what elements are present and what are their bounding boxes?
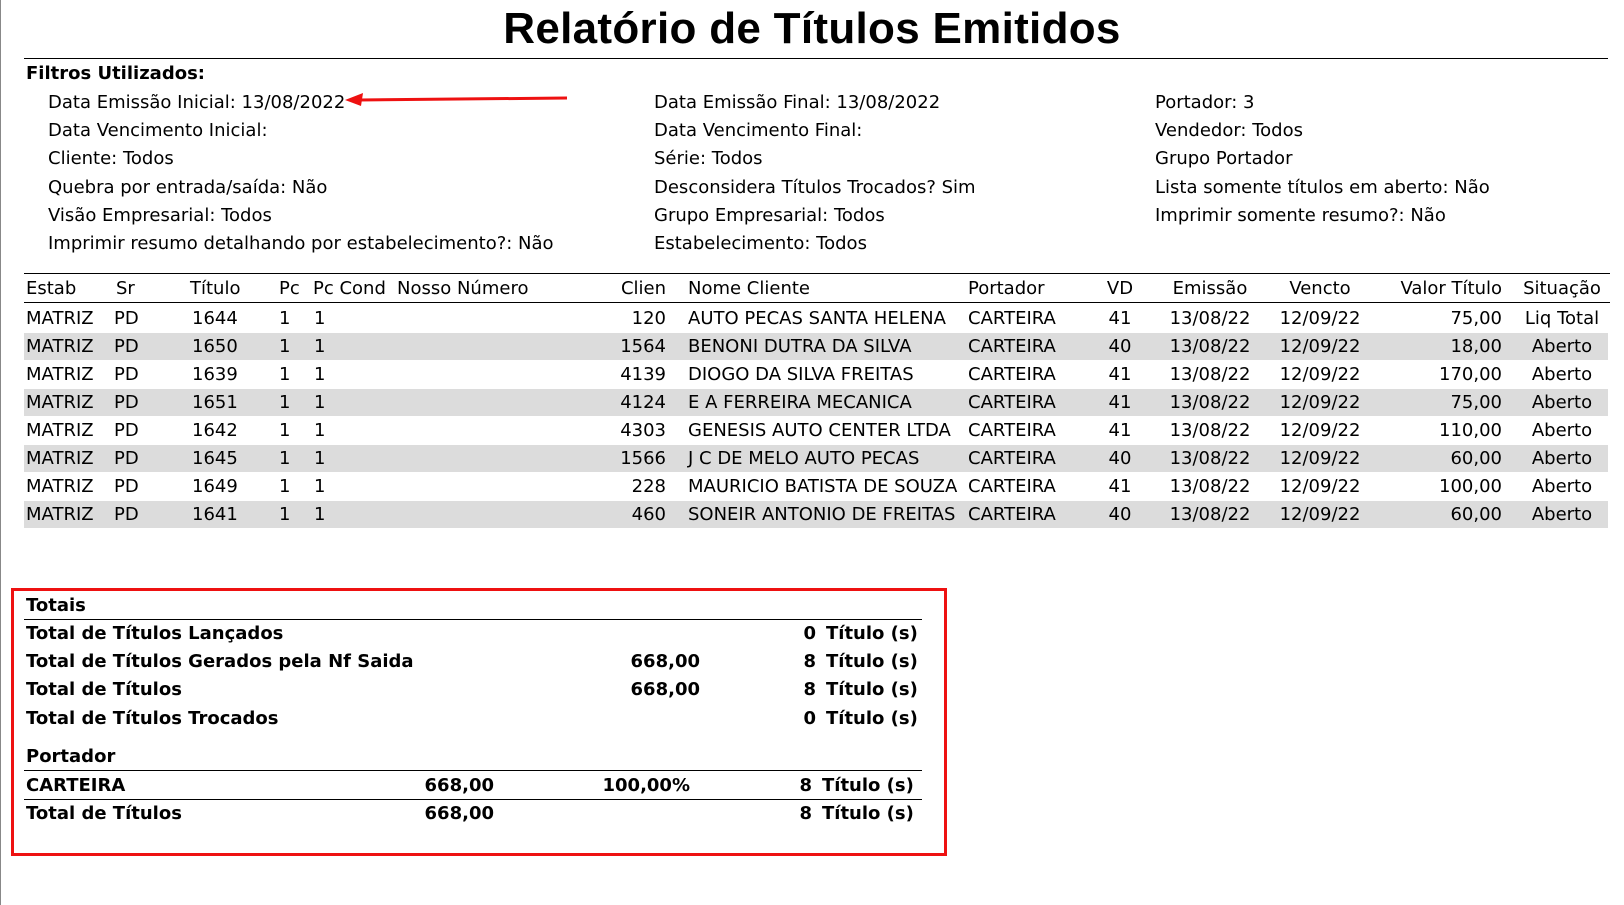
cell-portador: CARTEIRA [968, 308, 1056, 329]
table-top-rule [24, 273, 1610, 274]
cell-vencto: 12/09/22 [1279, 504, 1361, 525]
col-header-pc-cond: Pc Cond [313, 278, 386, 299]
cell-nome-cliente: J C DE MELO AUTO PECAS [688, 448, 920, 469]
cell-pc: 1 [279, 476, 291, 497]
table-row [24, 501, 1608, 528]
cell-titulo: 1645 [192, 448, 238, 469]
cell-vencto: 12/09/22 [1279, 476, 1361, 497]
cell-vencto: 12/09/22 [1279, 336, 1361, 357]
cell-emissao: 13/08/22 [1169, 392, 1251, 413]
col-header-nosso-numero: Nosso Número [397, 278, 529, 299]
filter-estabelecimento: Estabelecimento: Todos [654, 233, 867, 254]
totals-label: Total de Títulos Trocados [26, 708, 279, 729]
portador-total-label: Total de Títulos [26, 803, 182, 824]
table-row [24, 417, 1608, 444]
filter-data-vencimento-final: Data Vencimento Final: [654, 120, 863, 141]
portador-total-count: 8 [799, 803, 812, 824]
cell-sr: PD [114, 420, 139, 441]
filter-somente-resumo: Imprimir somente resumo?: Não [1155, 205, 1446, 226]
cell-pc: 1 [279, 448, 291, 469]
cell-clien: 228 [631, 476, 666, 497]
totals-unit: Título (s) [826, 623, 918, 644]
cell-vd: 41 [1108, 392, 1132, 413]
cell-valor-titulo: 18,00 [1450, 336, 1502, 357]
portador-heading-rule [24, 770, 922, 771]
col-header-valor-titulo: Valor Título [1400, 278, 1502, 299]
col-header-clien: Clien [620, 278, 666, 299]
cell-emissao: 13/08/22 [1169, 364, 1251, 385]
cell-titulo: 1650 [192, 336, 238, 357]
cell-pc: 1 [279, 364, 291, 385]
col-header-titulo: Título [190, 278, 241, 299]
cell-sr: PD [114, 504, 139, 525]
col-header-portador: Portador [968, 278, 1045, 299]
filter-grupo-portador: Grupo Portador [1155, 148, 1293, 169]
filter-portador: Portador: 3 [1155, 92, 1255, 113]
table-row [24, 445, 1608, 472]
cell-portador: CARTEIRA [968, 420, 1056, 441]
portador-total-value: 668,00 [424, 803, 494, 824]
totals-unit: Título (s) [826, 679, 918, 700]
cell-nome-cliente: GENESIS AUTO CENTER LTDA [688, 420, 951, 441]
totals-count: 8 [803, 651, 816, 672]
portador-value: 668,00 [424, 775, 494, 796]
cell-clien: 120 [631, 308, 666, 329]
cell-nome-cliente: SONEIR ANTONIO DE FREITAS [688, 504, 956, 525]
filter-data-emissao-final: Data Emissão Final: 13/08/2022 [654, 92, 941, 113]
portador-unit: Título (s) [822, 775, 914, 796]
cell-valor-titulo: 60,00 [1450, 448, 1502, 469]
col-header-pc: Pc [279, 278, 300, 299]
cell-vencto: 12/09/22 [1279, 308, 1361, 329]
cell-clien: 4139 [620, 364, 666, 385]
cell-valor-titulo: 110,00 [1439, 420, 1502, 441]
portador-total-unit: Título (s) [822, 803, 914, 824]
cell-clien: 1564 [620, 336, 666, 357]
table-row [24, 473, 1608, 500]
cell-pc-cond: 1 [314, 504, 326, 525]
totals-heading-rule [24, 619, 922, 620]
cell-estab: MATRIZ [26, 392, 94, 413]
cell-estab: MATRIZ [26, 448, 94, 469]
cell-vd: 41 [1108, 364, 1132, 385]
cell-vencto: 12/09/22 [1279, 392, 1361, 413]
cell-estab: MATRIZ [26, 420, 94, 441]
cell-emissao: 13/08/22 [1169, 336, 1251, 357]
filter-desconsidera-trocados: Desconsidera Títulos Trocados? Sim [654, 177, 976, 198]
cell-portador: CARTEIRA [968, 476, 1056, 497]
cell-estab: MATRIZ [26, 336, 94, 357]
cell-titulo: 1639 [192, 364, 238, 385]
cell-valor-titulo: 100,00 [1439, 476, 1502, 497]
cell-vd: 41 [1108, 476, 1132, 497]
cell-emissao: 13/08/22 [1169, 476, 1251, 497]
cell-situacao: Aberto [1531, 420, 1593, 441]
cell-clien: 4124 [620, 392, 666, 413]
cell-nome-cliente: BENONI DUTRA DA SILVA [688, 336, 912, 357]
cell-emissao: 13/08/22 [1169, 448, 1251, 469]
cell-estab: MATRIZ [26, 308, 94, 329]
cell-sr: PD [114, 392, 139, 413]
portador-percent: 100,00% [602, 775, 690, 796]
cell-estab: MATRIZ [26, 364, 94, 385]
cell-titulo: 1651 [192, 392, 238, 413]
table-row [24, 389, 1608, 416]
totals-count: 8 [803, 679, 816, 700]
col-header-situacao: Situação [1523, 278, 1601, 299]
cell-portador: CARTEIRA [968, 504, 1056, 525]
filter-data-vencimento-inicial: Data Vencimento Inicial: [48, 120, 268, 141]
col-header-nome-cliente: Nome Cliente [688, 278, 810, 299]
cell-pc: 1 [279, 420, 291, 441]
cell-sr: PD [114, 308, 139, 329]
cell-emissao: 13/08/22 [1169, 504, 1251, 525]
title-divider [24, 58, 1608, 59]
cell-pc-cond: 1 [314, 364, 326, 385]
filter-cliente: Cliente: Todos [48, 148, 174, 169]
cell-titulo: 1641 [192, 504, 238, 525]
filter-data-emissao-inicial: Data Emissão Inicial: 13/08/2022 [48, 92, 346, 113]
filter-vendedor: Vendedor: Todos [1155, 120, 1303, 141]
cell-vencto: 12/09/22 [1279, 420, 1361, 441]
cell-titulo: 1649 [192, 476, 238, 497]
cell-pc: 1 [279, 392, 291, 413]
filter-visao-empresarial: Visão Empresarial: Todos [48, 205, 272, 226]
cell-vencto: 12/09/22 [1279, 448, 1361, 469]
cell-pc: 1 [279, 308, 291, 329]
totals-value: 668,00 [630, 679, 700, 700]
cell-pc-cond: 1 [314, 392, 326, 413]
totals-label: Total de Títulos Lançados [26, 623, 284, 644]
annotation-arrow-icon [345, 92, 570, 108]
portador-heading: Portador [26, 746, 116, 767]
cell-vd: 41 [1108, 420, 1132, 441]
cell-pc-cond: 1 [314, 308, 326, 329]
cell-situacao: Aberto [1531, 504, 1593, 525]
portador-count: 8 [799, 775, 812, 796]
cell-pc-cond: 1 [314, 476, 326, 497]
cell-pc-cond: 1 [314, 420, 326, 441]
col-header-emissao: Emissão [1172, 278, 1248, 299]
cell-sr: PD [114, 364, 139, 385]
cell-situacao: Aberto [1531, 448, 1593, 469]
cell-valor-titulo: 75,00 [1450, 392, 1502, 413]
cell-pc-cond: 1 [314, 336, 326, 357]
cell-portador: CARTEIRA [968, 392, 1056, 413]
totals-label: Total de Títulos [26, 679, 182, 700]
totals-label: Total de Títulos Gerados pela Nf Saida [26, 651, 414, 672]
portador-label: CARTEIRA [26, 775, 126, 796]
filters-heading: Filtros Utilizados: [26, 63, 205, 84]
cell-vd: 40 [1108, 336, 1132, 357]
cell-sr: PD [114, 476, 139, 497]
cell-clien: 1566 [620, 448, 666, 469]
totals-count: 0 [803, 623, 816, 644]
cell-sr: PD [114, 336, 139, 357]
totals-heading: Totais [26, 595, 86, 616]
totals-value: 668,00 [630, 651, 700, 672]
cell-nome-cliente: E A FERREIRA MECANICA [688, 392, 912, 413]
filter-serie: Série: Todos [654, 148, 763, 169]
cell-portador: CARTEIRA [968, 448, 1056, 469]
table-row [24, 333, 1608, 360]
cell-portador: CARTEIRA [968, 364, 1056, 385]
cell-vd: 41 [1108, 308, 1132, 329]
cell-titulo: 1644 [192, 308, 238, 329]
table-row [24, 305, 1608, 332]
cell-valor-titulo: 170,00 [1439, 364, 1502, 385]
cell-clien: 460 [631, 504, 666, 525]
table-row [24, 361, 1608, 388]
cell-vencto: 12/09/22 [1279, 364, 1361, 385]
cell-situacao: Aberto [1531, 392, 1593, 413]
cell-clien: 4303 [620, 420, 666, 441]
filter-somente-aberto: Lista somente títulos em aberto: Não [1155, 177, 1490, 198]
cell-situacao: Aberto [1531, 476, 1593, 497]
cell-vd: 40 [1108, 504, 1132, 525]
col-header-vd: VD [1106, 278, 1134, 299]
col-header-estab: Estab [26, 278, 77, 299]
col-header-vencto: Vencto [1289, 278, 1351, 299]
cell-vd: 40 [1108, 448, 1132, 469]
cell-nome-cliente: MAURICIO BATISTA DE SOUZA [688, 476, 958, 497]
cell-valor-titulo: 75,00 [1450, 308, 1502, 329]
cell-emissao: 13/08/22 [1169, 420, 1251, 441]
report-title: Relatório de Títulos Emitidos [503, 4, 1121, 53]
cell-situacao: Liq Total [1524, 308, 1600, 329]
table-header-rule [24, 302, 1610, 303]
cell-pc: 1 [279, 504, 291, 525]
cell-valor-titulo: 60,00 [1450, 504, 1502, 525]
cell-nome-cliente: DIOGO DA SILVA FREITAS [688, 364, 914, 385]
totals-unit: Título (s) [826, 651, 918, 672]
cell-situacao: Aberto [1531, 336, 1593, 357]
filter-grupo-empresarial: Grupo Empresarial: Todos [654, 205, 885, 226]
cell-estab: MATRIZ [26, 476, 94, 497]
cell-pc-cond: 1 [314, 448, 326, 469]
cell-emissao: 13/08/22 [1169, 308, 1251, 329]
cell-nome-cliente: AUTO PECAS SANTA HELENA [688, 308, 946, 329]
cell-situacao: Aberto [1531, 364, 1593, 385]
cell-estab: MATRIZ [26, 504, 94, 525]
cell-pc: 1 [279, 336, 291, 357]
page-left-border [0, 0, 1, 905]
portador-total-rule [24, 799, 922, 800]
cell-titulo: 1642 [192, 420, 238, 441]
filter-imprimir-resumo-detalhado: Imprimir resumo detalhando por estabelecimento?: Não [48, 233, 554, 254]
cell-portador: CARTEIRA [968, 336, 1056, 357]
totals-count: 0 [803, 708, 816, 729]
cell-sr: PD [114, 448, 139, 469]
col-header-sr: Sr [116, 278, 135, 299]
totals-unit: Título (s) [826, 708, 918, 729]
filter-quebra-entrada-saida: Quebra por entrada/saída: Não [48, 177, 328, 198]
